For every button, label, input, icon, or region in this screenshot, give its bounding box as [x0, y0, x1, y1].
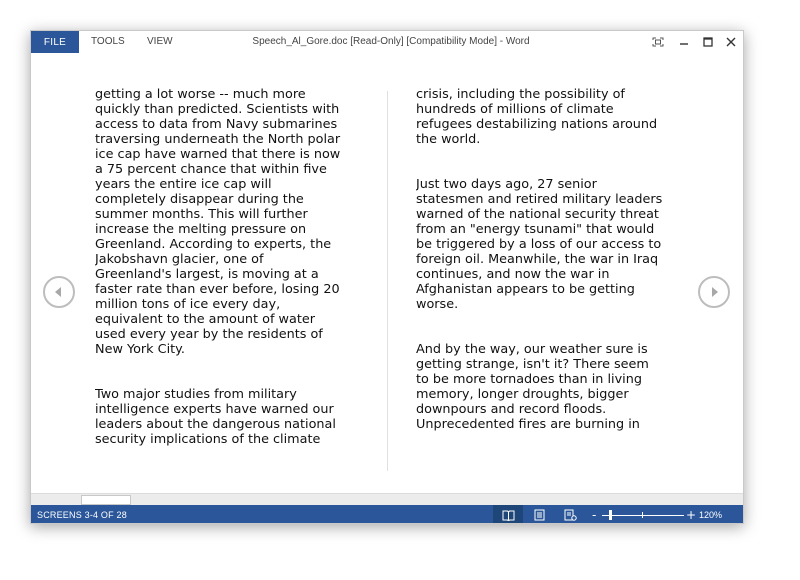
status-bar — [31, 505, 744, 524]
paragraph: Just two days ago, 27 senior statesmen and retired military leaders warned of the national security threat from an "energy tsunami" that would be triggered by a loss of our access to foreign oil. Meanwhile, the war in Iraq continues, and now the war in Afghanistan appears to be getting worse. — [416, 177, 663, 312]
minimize-icon[interactable] — [676, 34, 692, 50]
tools-menu[interactable]: TOOLS — [91, 36, 125, 47]
zoom-slider-track[interactable] — [602, 515, 684, 516]
screen-count: SCREENS 3-4 OF 28 — [37, 510, 127, 520]
word-window — [30, 30, 744, 524]
paragraph: getting a lot worse -- much more quickly than predicted. Scientists with access to data from Navy submarines traversing underneath the North polar ice cap have warned that there is now a 75 percent chance that within five years the entire ice cap will completely disappear during the summer months. This will further increase the melting pressure on Greenland. According to experts, the Jakobshavn glacier, one of Greenland's largest, is moving at a faster rate than ever before, losing 20 million tons of ice every day, equivalent to the amount of water used every year by the residents of New York City. — [95, 87, 341, 357]
zoom-slider-thumb[interactable] — [609, 510, 612, 520]
zoom-out-button[interactable]: - — [592, 508, 597, 522]
zoom-in-button[interactable]: + — [686, 508, 697, 522]
reading-area — [31, 53, 744, 493]
web-icon — [564, 509, 577, 521]
maximize-icon[interactable] — [700, 34, 716, 50]
page-icon — [534, 509, 545, 521]
close-icon[interactable] — [723, 34, 739, 50]
fullscreen-icon[interactable] — [650, 34, 666, 50]
column-divider — [387, 91, 388, 471]
right-column — [416, 87, 691, 467]
paragraph: And by the way, our weather sure is getting strange, isn't it? There seem to be more tornadoes than in living memory, longer droughts, bigger downpours and record floods. Unprecedented fires are burning in — [416, 342, 649, 432]
previous-page-button[interactable] — [43, 276, 75, 308]
chevron-left-icon — [53, 286, 65, 298]
zoom-level[interactable]: 120% — [699, 510, 723, 520]
read-mode-button[interactable] — [493, 505, 523, 524]
horizontal-scrollbar[interactable] — [31, 493, 744, 505]
file-tab[interactable]: FILE — [31, 31, 79, 53]
chevron-right-icon — [708, 286, 720, 298]
book-icon — [502, 510, 515, 521]
left-column — [95, 87, 370, 467]
web-layout-button[interactable] — [555, 505, 585, 524]
paragraph: crisis, including the possibility of hundreds of millions of climate refugees destabilizing nations around the world. — [416, 87, 658, 147]
scrollbar-thumb[interactable] — [81, 495, 131, 505]
print-layout-button[interactable] — [524, 505, 554, 524]
zoom-slider-midpoint — [642, 512, 643, 518]
document-title: Speech_Al_Gore.doc [Read-Only] [Compatibility Mode] - Word — [252, 36, 530, 47]
paragraph: Two major studies from military intelligence experts have warned our leaders about the dangerous national security implications of the climate — [95, 387, 336, 447]
title-bar — [31, 31, 744, 53]
next-page-button[interactable] — [698, 276, 730, 308]
view-menu[interactable]: VIEW — [147, 36, 173, 47]
